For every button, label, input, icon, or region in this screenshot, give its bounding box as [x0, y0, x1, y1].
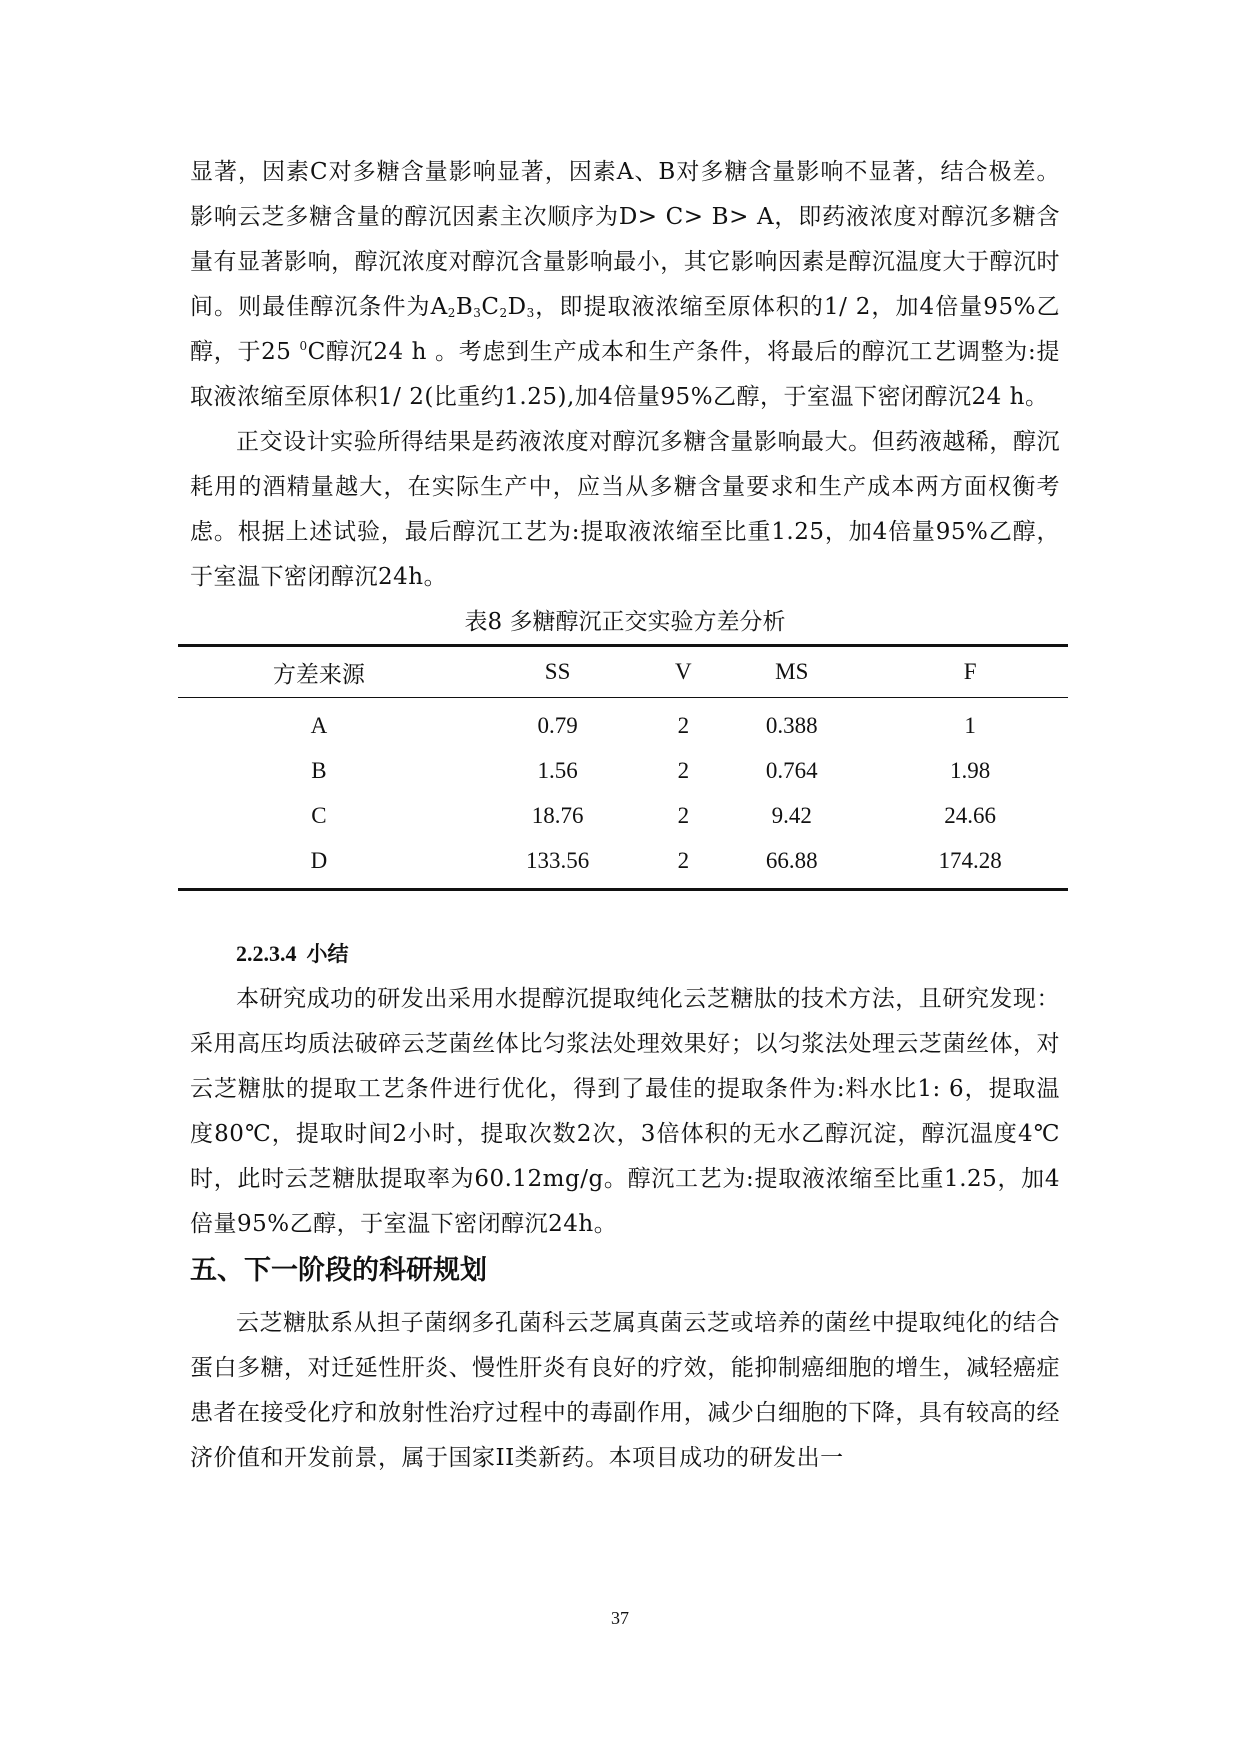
table-header-row — [178, 646, 1068, 698]
subscript: 2 — [447, 306, 456, 320]
table-cell: 66.88 — [711, 838, 872, 890]
table-cell: 133.56 — [460, 838, 656, 890]
subscript: 3 — [473, 306, 482, 320]
table-cell: 2 — [677, 802, 690, 828]
table-cell: 0.764 — [765, 757, 818, 783]
header-ss: SS — [460, 646, 656, 698]
text-run: C醇沉24 h 。考虑到生产成本和生产条件，将最后的醇沉工艺调整为:提取液浓缩至原体积1/ 2(比重约1.25),加4倍量95%乙醇，于室温下密闭醇沉24 h。 — [190, 339, 1060, 410]
text-run: 显著，因素C对多糖含量影响显著，因素A、B对多糖含量影响不显著，结合极差。影响云芝多糖含量的醇沉因素主次顺序为D> C> B> A，即药液浓度对醇沉多糖含量有显著影响，醇沉浓度对醇沉含量影响最小，其它影响因素是醇沉温度大于醇沉时间。则最佳醇沉条件为A — [190, 159, 1060, 320]
header-f: F — [872, 646, 1068, 698]
table-cell: 2 — [677, 757, 690, 783]
table-row — [178, 793, 1068, 838]
table-cell: 0.388 — [765, 712, 818, 738]
header-source: 方差来源 — [178, 646, 460, 698]
table-cell: 0.79 — [537, 712, 578, 738]
paragraph-summary: 本研究成功的研发出采用水提醇沉提取纯化云芝糖肽的技术方法，且研究发现：采用高压均质法破碎云芝菌丝体比匀浆法处理效果好；以匀浆法处理云芝菌丝体，对云芝糖肽的提取工艺条件进行优化，得到了最佳的提取条件为:料水比1: 6，提取温度80℃，提取时间2小时，提取次数2次，3倍体积的无水乙醇沉淀，醇沉温度4℃时，此时云芝糖肽提取率为60.12mg/g。醇沉工艺为:提取液浓缩至比重1.25，加4倍量95%乙醇，于室温下密闭醇沉24h。 — [190, 986, 1060, 1237]
text-run: B — [455, 294, 474, 320]
table-cell: B — [311, 757, 327, 783]
page-number: 37 — [611, 1608, 629, 1628]
table-row — [178, 698, 1068, 749]
table-cell: D — [178, 838, 460, 890]
text-run: D — [507, 294, 527, 320]
subsection-heading — [236, 931, 1060, 977]
table-row — [178, 748, 1068, 793]
table-cell: A — [310, 712, 328, 738]
superscript: 0 — [299, 339, 308, 353]
table-cell: 9.42 — [771, 802, 812, 828]
table-caption: 表8 多糖醇沉正交实验方差分析 — [464, 609, 786, 635]
table-cell: 2 — [655, 838, 711, 890]
text-run: ，即提取液浓缩至原体积的1/ 2，加4倍量95%乙醇，于25 — [190, 294, 1060, 365]
subsection-number: 2.2.3.4 — [236, 941, 297, 966]
header-ms: MS — [711, 646, 872, 698]
page-body — [190, 150, 1060, 1481]
subscript: 2 — [499, 306, 508, 320]
table-cell: C — [311, 802, 327, 828]
section-heading: 五、下一阶段的科研规划 — [190, 1255, 487, 1286]
table-cell: 2 — [677, 712, 690, 738]
table-cell: 1.56 — [537, 757, 578, 783]
table-cell: 1 — [964, 712, 976, 738]
table-cell: 24.66 — [944, 802, 997, 828]
table-row — [178, 838, 1068, 890]
subsection-title: 小结 — [306, 942, 349, 966]
table-cell: 18.76 — [531, 802, 584, 828]
text-run: C — [481, 294, 500, 320]
table-cell: 174.28 — [872, 838, 1068, 890]
paragraph-orthogonal-design: 正交设计实验所得结果是药液浓度对醇沉多糖含量影响最大。但药液越稀，醇沉耗用的酒精量越大，在实际生产中，应当从多糖含量要求和生产成本两方面权衡考虑。根据上述试验，最后醇沉工艺为:提取液浓缩至比重1.25，加4倍量95%乙醇，于室温下密闭醇沉24h。 — [190, 429, 1060, 590]
header-v: V — [655, 646, 711, 698]
table-cell: 1.98 — [950, 757, 991, 783]
paragraph-next-stage: 云芝糖肽系从担子菌纲多孔菌科云芝属真菌云芝或培养的菌丝中提取纯化的结合蛋白多糖，对迁延性肝炎、慢性肝炎有良好的疗效，能抑制癌细胞的增生，减轻癌症患者在接受化疗和放射性治疗过程中的毒副作用，减少白细胞的下降，具有较高的经济价值和开发前景，属于国家II类新药。本项目成功的研发出一 — [190, 1310, 1060, 1471]
subscript: 3 — [526, 306, 535, 320]
paragraph-ethanol-results — [190, 150, 1060, 420]
anova-table — [178, 644, 1068, 891]
